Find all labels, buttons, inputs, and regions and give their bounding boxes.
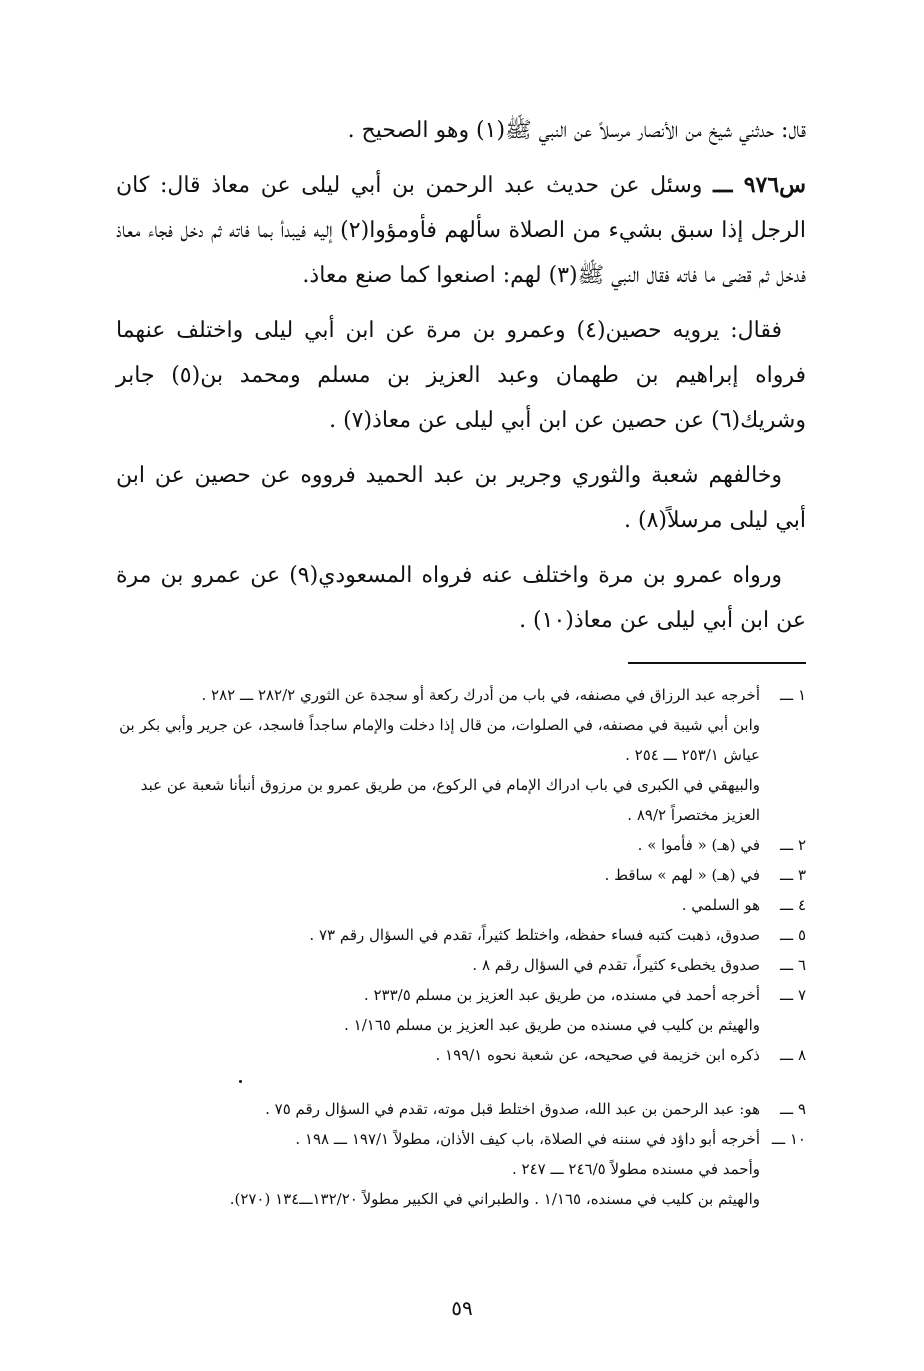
footnote-line: أخرجه عبد الرزاق في مصنفه، في باب من أدرك ركعة أو سجدة عن الثوري ٢٨٢/٢ ـــ ٢٨٢ . bbox=[201, 686, 760, 704]
footnote bbox=[116, 920, 806, 950]
footnote-line: صدوق، ذهبت كتبه فساء حفظه، واختلط كثيراً، تقدم في السؤال رقم ٧٣ . bbox=[309, 926, 760, 944]
footnote-gap bbox=[116, 1070, 806, 1094]
main-text bbox=[116, 108, 806, 653]
footnote bbox=[116, 680, 806, 830]
footnote bbox=[116, 1040, 806, 1070]
footnote-body bbox=[116, 980, 760, 1040]
footnote-number: ٥ ـــ bbox=[779, 926, 806, 944]
footnote-number: ٨ ـــ bbox=[779, 1046, 806, 1064]
paragraph-text: وسئل عن حديث عبد الرحمن بن أبي ليلى عن معاذ قال: كان الرجل إذا سبق بشيء من الصلاة سألهم فأومؤوا(٢) إليه فيبدأ بما فاته ثم دخل فجاء معاذ فدخل ثم قضى ما فاته فقال النبي ﷺ(٣) لهم: اصنعوا كما صنع معاذ. bbox=[116, 173, 806, 288]
footnote-line: هو: عبد الرحمن بن عبد الله، صدوق اختلط قبل موته، تقدم في السؤال رقم ٧٥ . bbox=[265, 1100, 760, 1118]
footnote-body bbox=[116, 680, 760, 830]
paragraph-3 bbox=[116, 308, 806, 443]
paragraph-1 bbox=[116, 108, 806, 153]
footnote-line: وأحمد في مسنده مطولاً ٢٤٦/٥ ـــ ٢٤٧ . bbox=[511, 1160, 760, 1178]
paragraph-text: قال: حدثني شيخ من الأنصار مرسلاً عن النبي ﷺ(١) وهو الصحيح . bbox=[347, 118, 806, 143]
paragraph-text: ورواه عمرو بن مرة واختلف عنه فرواه المسعودي(٩) عن عمرو بن مرة عن ابن أبي ليلى عن معاذ(١٠) . bbox=[116, 563, 806, 633]
footnote-line: والهيثم بن كليب في مسنده، ١/١٦٥ . والطبراني في الكبير مطولاً ١٣٢/٢٠ـــ١٣٤ (٢٧٠). bbox=[229, 1190, 760, 1208]
paragraph-text: وخالفهم شعبة والثوري وجرير بن عبد الحميد فرووه عن حصين عن ابن أبي ليلى مرسلاً(٨) . bbox=[116, 463, 806, 533]
footnote-line: في (هـ) « لهم » ساقط . bbox=[604, 866, 760, 884]
paragraph-text: فقال: يرويه حصين(٤) وعمرو بن مرة عن ابن أبي ليلى واختلف عنهما فرواه إبراهيم بن طهمان وعبد العزيز بن مسلم ومحمد بن(٥) جابر وشريك(٦) عن حصين عن ابن أبي ليلى عن معاذ(٧) . bbox=[116, 318, 806, 433]
footnote-body bbox=[116, 920, 760, 950]
footnote-separator bbox=[628, 662, 806, 664]
footnote bbox=[116, 950, 806, 980]
footnote-body bbox=[116, 950, 760, 980]
footnote-line: في (هـ) « فأموا » . bbox=[637, 836, 760, 854]
footnote bbox=[116, 830, 806, 860]
footnote bbox=[116, 860, 806, 890]
footnote-line: والهيثم بن كليب في مسنده من طريق عبد العزيز بن مسلم ١/١٦٥ . bbox=[344, 1016, 760, 1034]
footnote-line: صدوق يخطىء كثيراً، تقدم في السؤال رقم ٨ . bbox=[472, 956, 760, 974]
footnote-line: أخرجه أحمد في مسنده، من طريق عبد العزيز بن مسلم ٢٣٣/٥ . bbox=[363, 986, 760, 1004]
paragraph-2 bbox=[116, 163, 806, 298]
footnote-line: ذكره ابن خزيمة في صحيحه، عن شعبة نحوه ١٩٩/١ . bbox=[435, 1046, 760, 1064]
footnote-number: ٩ ـــ bbox=[779, 1100, 806, 1118]
paragraph-5 bbox=[116, 553, 806, 643]
footnote-body bbox=[116, 1124, 760, 1214]
footnote-number: ٧ ـــ bbox=[779, 986, 806, 1004]
footnote-body bbox=[116, 830, 760, 860]
footnote-body bbox=[116, 890, 760, 920]
footnote-number: ٣ ـــ bbox=[779, 866, 806, 884]
footnote-number: ١٠ ـــ bbox=[771, 1130, 806, 1148]
paragraph-4 bbox=[116, 453, 806, 543]
footnote-number: ١ ـــ bbox=[779, 686, 806, 704]
stray-mark bbox=[239, 1080, 242, 1083]
page-number: ٥٩ bbox=[451, 1296, 473, 1320]
footnote-line: هو السلمي . bbox=[681, 896, 760, 914]
footnote-line: وابن أبي شيبة في مصنفه، في الصلوات، من قال إذا دخلت والإمام ساجداً فاسجد، عن جرير وأبي بكر بن عياش ٢٥٣/١ ـــ ٢٥٤ . bbox=[119, 716, 760, 764]
footnote-body bbox=[116, 1040, 760, 1070]
footnote bbox=[116, 1124, 806, 1214]
footnote-body bbox=[116, 1094, 760, 1124]
footnote-line: أخرجه أبو داؤد في سننه في الصلاة، باب كيف الأذان، مطولاً ١٩٧/١ ـــ ١٩٨ . bbox=[295, 1130, 760, 1148]
footnote bbox=[116, 890, 806, 920]
footnote-body bbox=[116, 860, 760, 890]
footnote bbox=[116, 1094, 806, 1124]
footnote-number: ٤ ـــ bbox=[779, 896, 806, 914]
footnote-number: ٦ ـــ bbox=[779, 956, 806, 974]
footnotes bbox=[116, 680, 806, 1214]
footnote bbox=[116, 980, 806, 1040]
question-number: س٩٧٦ ـــ bbox=[713, 172, 807, 198]
footnote-line: والبيهقي في الكبرى في باب ادراك الإمام في الركوع، من طريق عمرو بن مرزوق أنبأنا شعبة عن عبد العزيز مختصراً ٨٩/٢ . bbox=[140, 776, 760, 824]
footnote-number: ٢ ـــ bbox=[779, 836, 806, 854]
